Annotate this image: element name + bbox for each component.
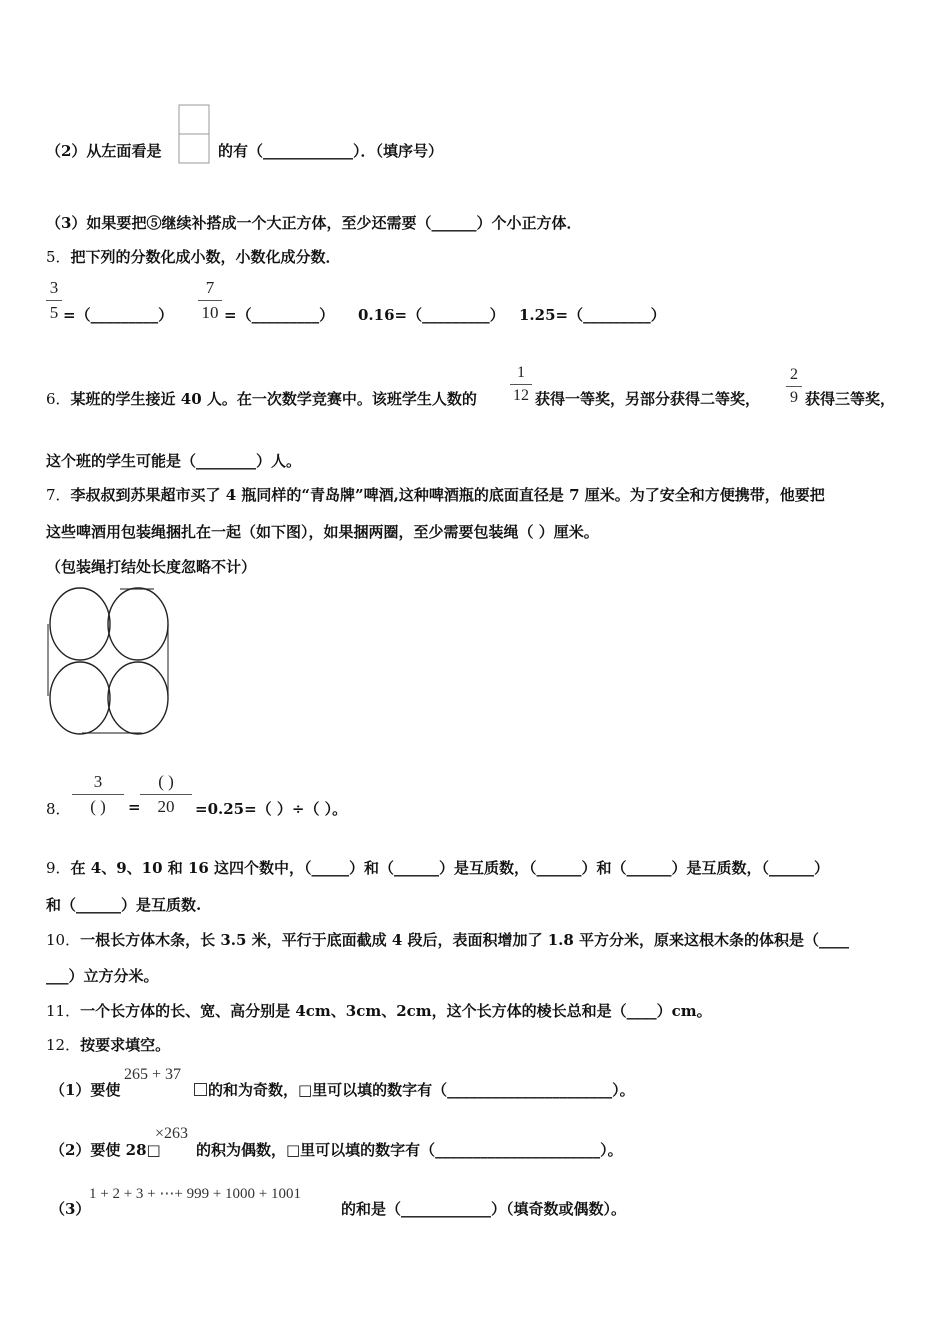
q10-line2: ___）立方分米。: [46, 967, 159, 985]
q12-stem-text: 按要求填空。: [80, 1036, 171, 1054]
q11-number: 11．: [46, 1002, 81, 1020]
q9-line2: 和（______）是互质数.: [46, 896, 202, 914]
q5-fraction-2: [198, 278, 222, 323]
q6-number: 6．: [46, 390, 71, 408]
q5-number: 5．: [46, 248, 71, 266]
q6-part3: 获得三等奖，: [805, 390, 896, 408]
left-view-figure: [178, 104, 212, 166]
q7-number: 7．: [46, 486, 71, 504]
q8-rest: =0.25=（ ）÷（ ）。: [195, 800, 348, 818]
q4-part2-prefix: （2）从左面看是: [46, 142, 162, 160]
q5-frac2-numerator: 7: [205, 278, 215, 297]
q12-p3-prefix: （3）: [50, 1200, 91, 1218]
q8-equals: =: [128, 798, 141, 816]
q5-frac2-denominator: 10: [201, 303, 219, 322]
q9-line1-text: 在 4、9、10 和 16 这四个数中，（_____）和（______）是互质数，（______）和（______）是互质数，（______）: [70, 859, 830, 877]
q5-frac1-denominator: 5: [49, 303, 59, 322]
bottle-circle: [108, 662, 168, 734]
q12-p2-suffix: 的积为偶数，□里可以填的数字有（______________________）。: [196, 1141, 623, 1159]
q12-p1-prefix: （1）要使: [50, 1081, 121, 1099]
q6-line2: 这个班的学生可能是（________）人。: [46, 452, 302, 470]
q12-p1-suffix-text: 的和为奇数，□里可以填的数字有（______________________）。: [208, 1081, 635, 1099]
q6-frac1-denominator: 12: [513, 387, 529, 404]
q5-stem: [46, 246, 341, 267]
q7-line1-text: 李叔叔到苏果超市买了 4 瓶同样的“青岛牌”啤酒,这种啤酒瓶的底面直径是 7 厘米。为了安全和方便携带，他要把: [70, 486, 825, 504]
q8-frac1-numerator: 3: [93, 772, 103, 791]
q9-line1: [46, 857, 829, 878]
q8-fraction-1: [72, 772, 124, 817]
q7-line2: 这些啤酒用包装绳捆扎在一起（如下图），如果捆两圈，至少需要包装绳（ ）厘米。: [46, 523, 599, 541]
q12-number: 12．: [46, 1036, 81, 1054]
q5-frac1-numerator: 3: [49, 278, 59, 297]
q5-blank-1: =（_________）: [63, 306, 174, 324]
q12-stem: [46, 1034, 170, 1055]
q10-line1-text: 一根长方体木条，长 3.5 米，平行于底面截成 4 段后，表面积增加了 1.8 平方分米，原来这根木条的体积是（____: [80, 931, 850, 949]
q7-note: （包装绳打结处长度忽略不计）: [46, 558, 257, 576]
q5-stem-text: 把下列的分数化成小数，小数化成分数．: [70, 248, 341, 266]
q12-p3-expression: 1 + 2 + 3 + ⋯+ 999 + 1000 + 1001: [89, 1186, 302, 1202]
q6-line1: [46, 388, 477, 409]
q8-number: 8．: [46, 800, 71, 818]
q6-frac1-numerator: 1: [517, 364, 525, 381]
blank-square-icon: [194, 1083, 207, 1096]
bottles-bundle-figure: [44, 586, 174, 738]
q5-fraction-1: [46, 278, 62, 323]
bottle-circle: [50, 662, 110, 734]
q6-frac2-numerator: 2: [790, 366, 798, 383]
q5-item-4: 1.25=（_________）: [519, 306, 666, 324]
q6-fraction-1: [510, 364, 532, 405]
q12-p2-expression: ×263: [155, 1125, 189, 1142]
q5-item-3: 0.16=（_________）: [358, 306, 505, 324]
q4-part2-suffix: 的有（____________）．（填序号）: [218, 142, 444, 160]
q6-frac2-denominator: 9: [790, 389, 798, 406]
q4-part3: （3）如果要把⑤继续补搭成一个大正方体，至少还需要（______）个小正方体．: [46, 214, 582, 232]
q8-frac1-denominator: ( ): [90, 797, 106, 816]
q8-fraction-2: [140, 772, 192, 817]
q12-p1-expression: 265 + 37: [124, 1066, 182, 1083]
q8-frac2-numerator: ( ): [158, 772, 174, 791]
q6-part2: 获得一等奖，另部分获得二等奖，: [535, 390, 761, 408]
q5-blank-2: =（_________）: [224, 306, 335, 324]
q6-part1: 某班的学生接近 40 人。在一次数学竞赛中。该班学生人数的: [70, 390, 477, 408]
q12-p1-suffix: [193, 1079, 635, 1100]
q10-line1: [46, 929, 849, 950]
q6-fraction-2: [786, 366, 802, 407]
q7-line1: [46, 484, 825, 505]
bottle-circle: [50, 588, 110, 660]
q8-frac2-denominator: 20: [157, 797, 175, 816]
q11-text: 一个长方体的长、宽、高分别是 4cm、3cm、2cm，这个长方体的棱长总和是（____）cm。: [80, 1002, 712, 1020]
q11: [46, 1000, 712, 1021]
q9-number: 9．: [46, 859, 71, 877]
bottle-circle: [108, 588, 168, 660]
q10-number: 10．: [46, 931, 81, 949]
q12-p2-prefix: （2）要使 28□: [50, 1141, 161, 1159]
q12-p3-suffix: 的和是（____________）（填奇数或偶数）。: [341, 1200, 627, 1218]
